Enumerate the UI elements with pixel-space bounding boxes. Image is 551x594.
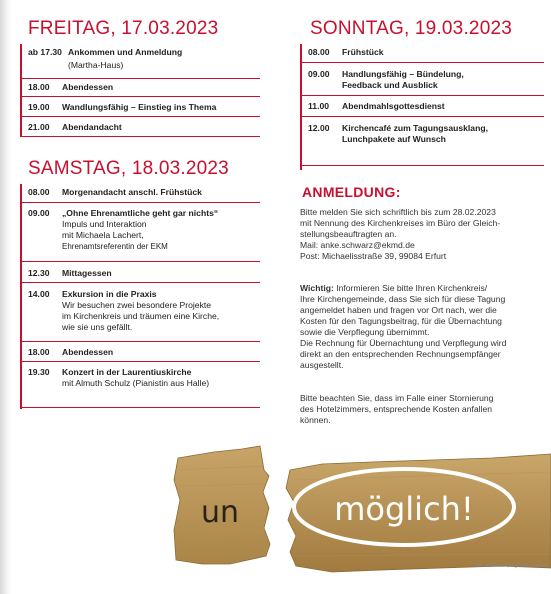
registration-paragraph-2 (300, 283, 548, 371)
schedule-entry (20, 82, 260, 97)
schedule-entry (20, 208, 260, 262)
friday-heading: FREITAG, 17.03.2023 (28, 18, 219, 39)
entry-title: Exkursion in die Praxis (62, 289, 157, 299)
text-line: Ihre Kirchengemeinde, dass Sie sich für diese Tagung (300, 294, 506, 304)
entry-title: Wandlungsfähig – Einstieg ins Thema (62, 102, 217, 112)
entry-line: im Kirchenkreis und träumen eine Kirche, (62, 311, 220, 321)
entry-time: 08.00 (308, 47, 330, 57)
entry-time: 21.00 (28, 122, 50, 132)
text-line: Post: Michaelisstraße 39, 99084 Erfurt (300, 251, 447, 261)
text-line: ausgestellt. (300, 360, 344, 370)
text-line: können. (300, 415, 331, 425)
text-line: mit Nennung des Kirchenkreises im Büro der Gleich- (300, 218, 501, 228)
entry-subtitle: (Martha-Haus) (68, 60, 124, 70)
entry-title: „Ohne Ehrenamtliche geht gar nichts“ (62, 208, 219, 218)
entry-line: mit Almuth Schulz (Pianistin aus Halle) (62, 378, 210, 388)
text-line: Mail: anke.schwarz@ekmd.de (300, 240, 415, 250)
entry-title-line2: Feedback und Ausblick (342, 80, 438, 90)
entry-title: Kirchencafé zum Tagungsausklang, (342, 123, 488, 133)
entry-time: 18.00 (28, 347, 50, 357)
entry-title: Handlungsfähig – Bündelung, (342, 69, 464, 79)
text-line: angemeldet haben und fragen vor Ort nach, wer die (300, 305, 497, 315)
schedule-entry (300, 123, 544, 166)
schedule-entry (20, 268, 260, 283)
text-line: Die Rechnung für Übernachtung und Verpflegung wird (300, 338, 507, 348)
sunday-heading: SONNTAG, 19.03.2023 (310, 18, 512, 39)
schedule-entry (20, 122, 260, 137)
entry-line: mit Michaela Lachert, (62, 230, 144, 240)
entry-time: 12.00 (308, 123, 330, 133)
photo-credit: Foto: Kathleen Bergmann/Pixabay (472, 563, 549, 569)
schedule-entry (300, 101, 544, 117)
schedule-entry (20, 367, 260, 408)
entry-title-line2: Lunchpakete auf Wunsch (342, 134, 446, 144)
registration-paragraph-3 (300, 393, 548, 426)
entry-time: ab 17.30 (28, 47, 62, 57)
schedule-entry (20, 289, 260, 342)
entry-time: 19.00 (28, 102, 50, 112)
entry-line: Impuls und Interaktion (62, 219, 147, 229)
entry-title: Frühstück (342, 47, 384, 57)
saturday-heading: SAMSTAG, 18.03.2023 (28, 158, 229, 179)
entry-line: Ehrenamtsreferentin der EKM (62, 242, 168, 251)
text-line: Bitte melden Sie sich schriftlich bis zum 28.02.2023 (300, 207, 496, 217)
entry-title: Ankommen und Anmeldung (68, 47, 183, 57)
important-label: Wichtig: (300, 283, 334, 293)
entry-title: Abendessen (62, 82, 114, 92)
text-span: Informieren Sie bitte Ihren Kirchenkreis/ (333, 283, 488, 293)
cardboard-illustration (172, 440, 551, 580)
entry-title: Abendessen (62, 347, 114, 357)
registration-paragraph-1 (300, 207, 548, 262)
entry-time: 11.00 (308, 101, 330, 111)
schedule-entry (20, 187, 260, 203)
sunday-schedule (300, 44, 544, 170)
entry-title: Abendandacht (62, 122, 122, 132)
entry-line: Wir besuchen zwei besondere Projekte (62, 300, 212, 310)
entry-time: 12.30 (28, 268, 50, 278)
word-moeglich: möglich! (334, 490, 474, 528)
entry-time: 18.00 (28, 82, 50, 92)
entry-time: 14.00 (28, 289, 50, 299)
text-line: stellungsbeauftragten an. (300, 229, 397, 239)
entry-title: Morgenandacht anschl. Frühstück (62, 187, 202, 197)
entry-time: 09.00 (28, 208, 50, 218)
schedule-entry (300, 47, 544, 63)
text-line: des Hotelzimmers, entsprechende Kosten anfallen (300, 404, 493, 414)
schedule-entry (20, 347, 260, 362)
schedule-entry (300, 69, 544, 96)
entry-time: 19.30 (28, 367, 50, 377)
entry-title: Mittagessen (62, 268, 112, 278)
friday-schedule (20, 44, 260, 137)
entry-time: 08.00 (28, 187, 50, 197)
entry-title: Abendmahlsgottesdienst (342, 101, 445, 111)
text-line: direkt an den entsprechenden Rechnungsempfänger (300, 349, 501, 359)
saturday-schedule (20, 184, 260, 409)
text-line (300, 283, 548, 294)
text-line: Bitte beachten Sie, dass im Falle einer Stornierung (300, 393, 494, 403)
word-un: un (200, 495, 240, 530)
cardboard-photo (172, 440, 551, 580)
schedule-entry (20, 102, 260, 117)
entry-line: wie sie uns gefällt. (62, 322, 133, 332)
text-line: sowie die Verpflegung übernimmt. (300, 327, 430, 337)
registration-heading: ANMELDUNG: (302, 184, 401, 200)
schedule-entry (20, 47, 260, 79)
page-shadow (0, 0, 12, 594)
text-line: Kosten für den Tagungsbeitrag, für die Übernachtung (300, 316, 502, 326)
entry-title: Konzert in der Laurentiuskirche (62, 367, 192, 377)
entry-time: 09.00 (308, 69, 330, 79)
